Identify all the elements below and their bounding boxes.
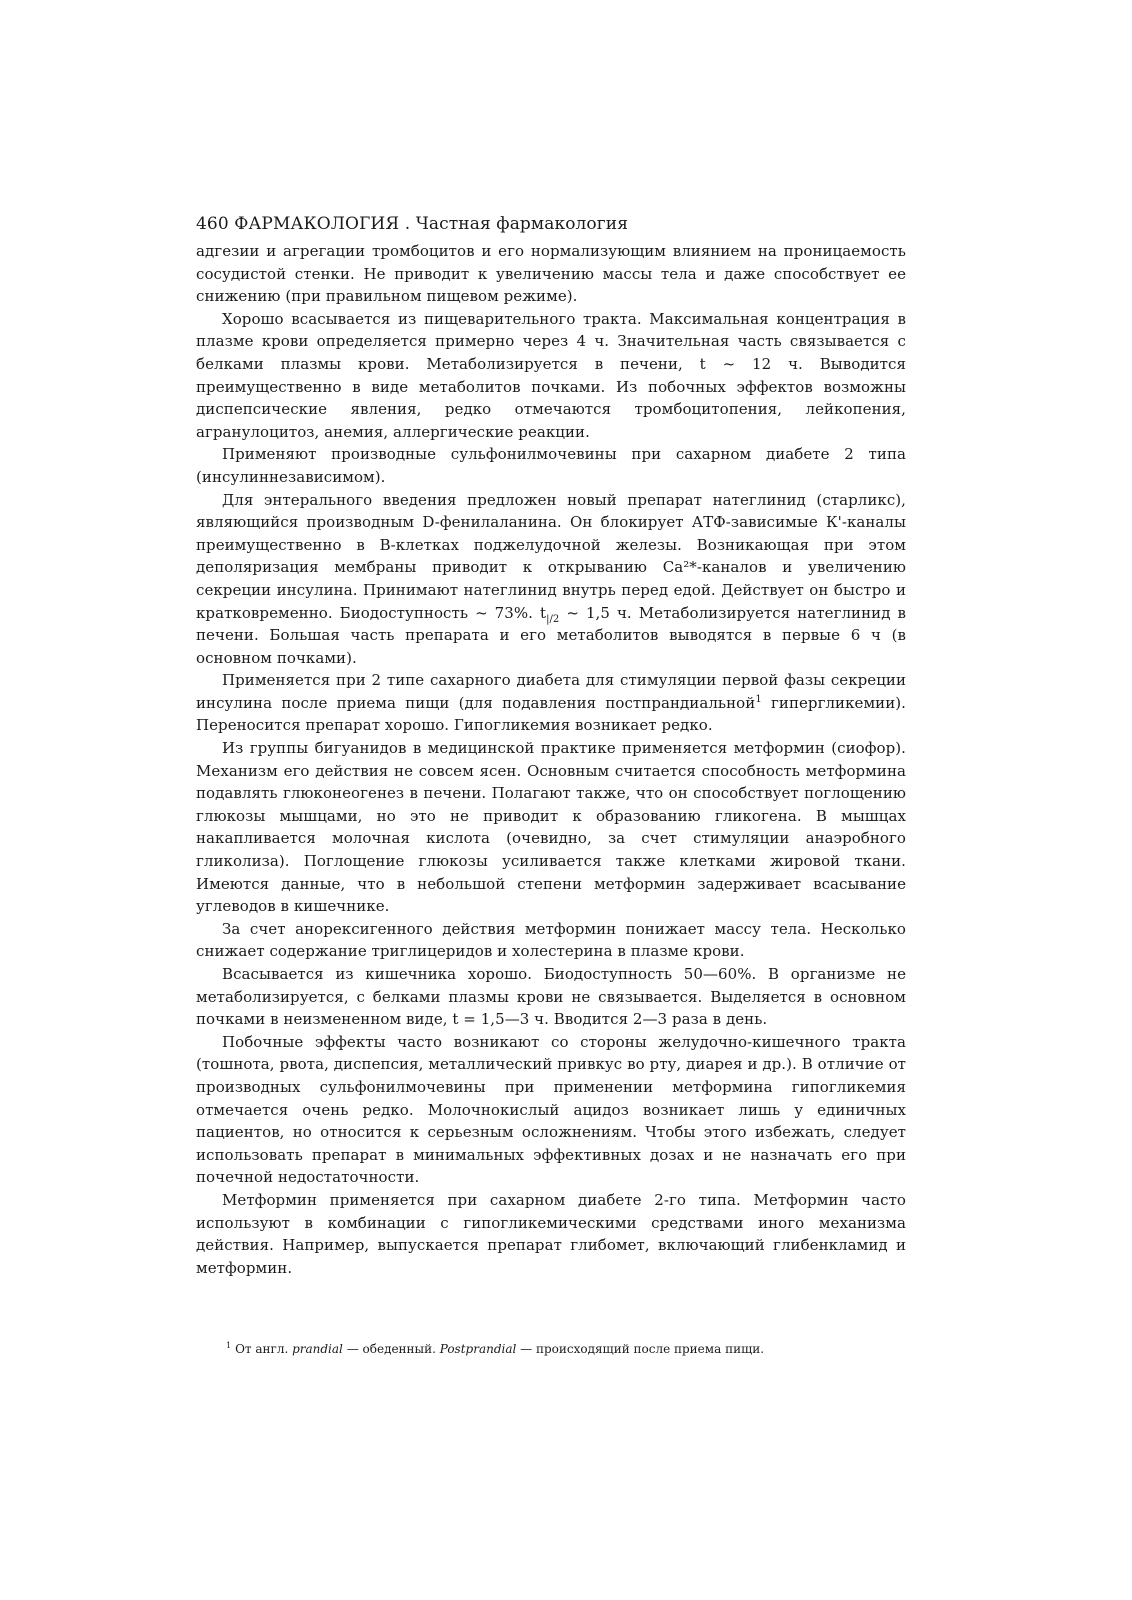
footnote-term-postprandial: Postprandial [439,1342,517,1356]
paragraph-5-text-a: Применяется при 2 типе сахарного диабета для стимуляции первой фазы секреции инсулина после приема пищи (для подавления постпрандиальной [196,671,906,712]
paragraph-4 [196,489,906,670]
body-text [196,240,906,1279]
paragraph-10: Метформин применяется при сахарном диабете 2-го типа. Метформин часто используют в комбинации с гипогликемическими средствами иного механизма действия. Например, выпускается препарат глибомет, включающий глибенкламид и метформин. [196,1190,906,1277]
footnote-text-c: — происходящий после приема пищи. [516,1342,765,1356]
footnote-reference: 1 [755,693,762,705]
paragraph-1: адгезии и агрегации тромбоцитов и его нормализующим влиянием на проницаемость сосудистой стенки. Не приводит к увеличению массы тела и даже способствует ее снижению (при правильном пищевом режиме). [196,242,906,306]
paragraph-2: Хорошо всасывается из пищеварительного тракта. Максимальная концентрация в плазме крови определяется примерно через 4 ч. Значительная часть связывается с белками плазмы крови. Метаболизируется в печени, t ~ 12 ч. Выводится преимущественно в виде метаболитов почками. Из побочных эффектов возможны диспепсические явления, редко отмечаются тромбоцитопения, лейкопения, агранулоцитоз, анемия, аллергические реакции. [196,309,906,441]
half-life-symbol: t [540,603,547,622]
paragraph-4-text-a: Для энтерального введения предложен новый препарат натеглинид (старликс), являющийся производным D-фенилаланина. Он блокирует АТФ-зависимые К'-каналы преимущественно в В-клетках поджелудочной железы. Возникающая при этом деполяризация мембраны приводит к открыванию Са²*-каналов и увеличению секреции инсулина. Принимают натеглинид внутрь перед едой. Действует он быстро и кратковременно. Биодоступность ~ 73%. [196,490,906,622]
footnote-text-a: От англ. [235,1342,293,1356]
paragraph-7: За счет анорексигенного действия метформин понижает массу тела. Несколько снижает содержание триглицеридов и холестерина в плазме крови. [196,919,906,961]
footnote-text-b: — обеденный. [342,1342,440,1356]
paragraph-8: Всасывается из кишечника хорошо. Биодоступность 50—60%. В организме не метаболизируется, с белками плазмы крови не связывается. Выделяется в основном почками в неизмененном виде, t = 1,5—3 ч. Вводится 2—3 раза в день. [196,965,906,1029]
page-header: 460 ФАРМАКОЛОГИЯ . Частная фармакология [196,214,629,234]
half-life-subscript: |/2 [546,613,560,625]
footnote-mark: 1 [226,1341,232,1350]
paragraph-4-text-b: ~ 1,5 ч. Метаболизируется натеглинид в печени. Большая часть препарата и его метаболитов выводятся в первые 6 ч (в основном почками). [196,603,906,667]
paragraph-9: Побочные эффекты часто возникают со стороны желудочно-кишечного тракта (тошнота, рвота, диспепсия, металлический привкус во рту, диарея и др.). В отличие от производных сульфонилмочевины при применении метформина гипогликемия отмечается очень редко. Молочнокислый ацидоз возникает лишь у единичных пациентов, но относится к серьезным осложнениям. Чтобы этого избежать, следует использовать препарат в минимальных эффективных дозах и не назначать его при почечной недостаточности. [196,1032,906,1187]
document-page [196,214,906,1279]
paragraph-6: Из группы бигуанидов в медицинской практике применяется метформин (сиофор). Механизм его действия не совсем ясен. Основным считается способность метформина подавлять глюконеогенез в печени. Полагают также, что он способствует поглощению глюкозы мышцами, но это не приводит к образованию гликогена. В мышцах накапливается молочная кислота (очевидно, за счет стимуляции анаэробного гликолиза). Поглощение глюкозы усиливается также клетками жировой ткани. Имеются данные, что в небольшой степени метформин задерживает всасывание углеводов в кишечнике. [196,739,906,916]
paragraph-3: Применяют производные сульфонилмочевины при сахарном диабете 2 типа (инсулиннезависимом). [196,445,906,486]
footnote [226,1338,906,1357]
paragraph-5 [196,669,906,737]
footnote-term-prandial: prandial [292,1342,343,1356]
paragraph-5-text-b: гипергликемии). Переносится препарат хорошо. Гипогликемия возникает редко. [196,693,906,735]
